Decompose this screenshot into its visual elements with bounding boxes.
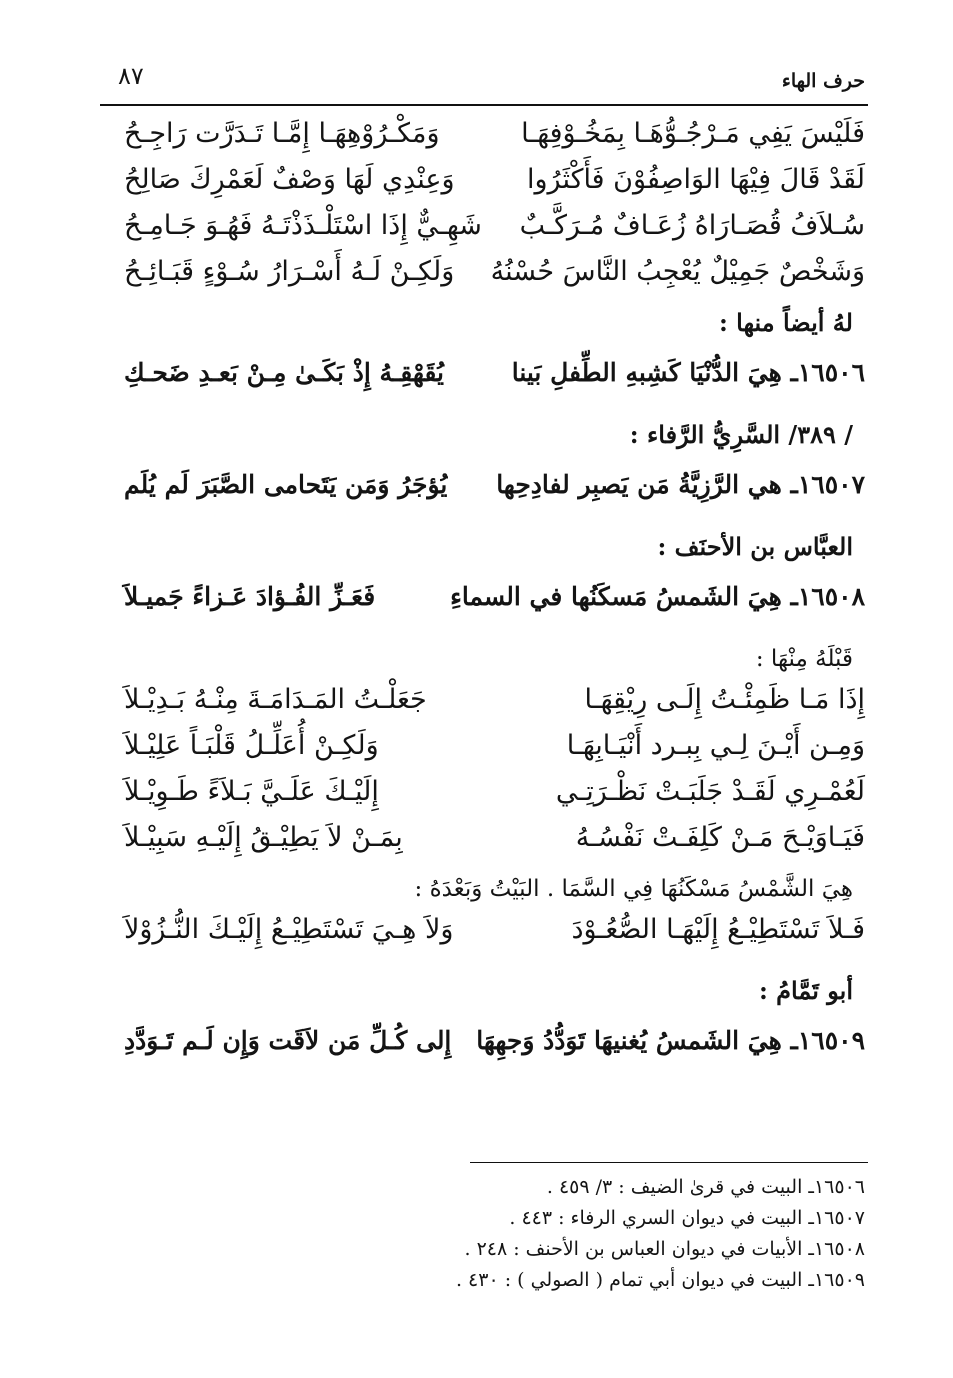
spacer (0, 404, 953, 414)
verse-first-hemistich: سُـلاَفُ قُصَـارَاهُ زُعَـافٌ مُـرَكَّـبٌ (519, 210, 865, 241)
verse-line (0, 210, 953, 256)
running-title: حرف الهاء (781, 70, 865, 92)
spacer (0, 516, 953, 526)
verse-first-hemistich: ١٦٥٠٦ـ هِيَ الدُّنْيَا كَشِبهِ الطِّفلِ بَينا (511, 358, 865, 387)
spacer (0, 1016, 953, 1026)
page-body (0, 118, 953, 1072)
numbered-verse-16506 (0, 358, 953, 404)
verse-second-hemistich: وَمَكْـرُوْهِهَـا إِمَّـا تَـدَرَّت رَاجِـحُ (124, 118, 440, 149)
verse-line (0, 256, 953, 302)
verse-line (0, 118, 953, 164)
verse-second-hemistich: وَلَكِـنْ لَـهُ أَسْـرَارُ سُـوْءٍ قَبَـائِـحُ (124, 256, 455, 287)
commentary-text: هِيَ الشَّمْسُ مَسْكَنُهَا فِي السَّمَا . البَيْتُ وَبَعْدَهُ : (414, 876, 853, 902)
verse-line (0, 914, 953, 960)
verse-line (0, 776, 953, 822)
before-it-note: قَبْلَهُ مِنْهَا : (755, 646, 853, 672)
verse-second-hemistich: إِلى كُـلِّ مَن لاَقَت وَإِن لَـم تَـوَدَّدِ (124, 1026, 452, 1055)
page-number: ٨٧ (118, 62, 144, 90)
verse-first-hemistich: ١٦٥٠٨ـ هِيَ الشَمسُ مَسكَنُها في السماءِ (450, 582, 865, 611)
footnote-rule (470, 1162, 868, 1163)
verse-second-hemistich: وَعِنْدِي لَهَا وَصْفٌ لَعَمْرِكَ صَالِحُ (124, 164, 455, 195)
verse-first-hemistich: وَمِـن أَيْـنَ لِـي بِبـرد أَنْيَـابِهَـا (566, 730, 865, 761)
numbered-verse-16508 (0, 582, 953, 628)
verse-second-hemistich: جَعَلْـتُ المَـدَامَـةَ مِنْـهُ بَـدِيْـلاَ (124, 684, 427, 715)
verse-line (0, 684, 953, 730)
verse-line (0, 822, 953, 868)
footnote: ١٦٥٠٨ـ الأبيات في ديوان العباس بن الأحنف : ٢٤٨ . (464, 1238, 865, 1260)
verse-first-hemistich: فَيَـاوَيْـحَ مَـنْ كَلِفَـتْ نَفْسُـهُ (575, 822, 865, 853)
sub-heading (0, 638, 953, 684)
verse-line (0, 164, 953, 210)
poet-heading: لهُ أيضاً منها : (718, 308, 853, 337)
spacer (0, 960, 953, 970)
spacer (0, 572, 953, 582)
verse-second-hemistich: وَلَكِـنْ أُعَلِّـلُ قَلْبَـاً عَلِيْـلاَ (124, 730, 379, 761)
commentary-line (0, 868, 953, 914)
section-heading (0, 414, 953, 460)
section-heading (0, 970, 953, 1016)
header-rule (100, 104, 868, 106)
spacer (0, 460, 953, 470)
footnote: ١٦٥٠٩ـ البيت في ديوان أبي تمام ( الصولي ) : ٤٣٠ . (455, 1269, 865, 1291)
verse-second-hemistich: بِمَـنْ لاَ يَطِيْـقُ إِلَيْـهِ سَبِيْـلاَ (124, 822, 403, 853)
verse-first-hemistich: لَعُمْـرِي لَقَـدْ جَلَبَـتْ نَظْـرَتِـي (555, 776, 865, 807)
verse-second-hemistich: وَلاَ هِـيَ تَسْتَطِيْـعُ إِلَيْـكَ النُّـزُوْلاَ (124, 914, 454, 945)
footnote: ١٦٥٠٧ـ البيت في ديوان السري الرفاء : ٤٤٣ . (509, 1207, 865, 1229)
section-heading (0, 302, 953, 348)
poet-heading: / ٣٨٩/ السَّرِيُّ الرَّفاء : (629, 420, 853, 449)
verse-first-hemistich: إِذَا مَـا ظَمِئْـتُ إِلَـى رِيْقِهَـا (584, 684, 865, 715)
numbered-verse-16509 (0, 1026, 953, 1072)
verse-second-hemistich: فَعَـزِّ الفُـؤادَ عَـزاءً جَميـلاَ (124, 582, 376, 611)
verse-first-hemistich: وَشَخْصٌ جَمِيْلٌ يُعْجِبُ النَّاسَ حُسْنُهُ (490, 256, 865, 287)
footnotes (456, 1176, 865, 1300)
poet-heading: العبَّاس بن الأحنَف : (657, 532, 853, 561)
section-heading (0, 526, 953, 572)
verse-first-hemistich: ١٦٥٠٩ـ هِيَ الشَمسُ يُغنيهَا تَوَدُّدُ وَجهِهَا (476, 1026, 865, 1055)
spacer (0, 348, 953, 358)
verse-first-hemistich: ١٦٥٠٧ـ هي الرَّزِيَّةُ مَن يَصبِر لفادِحِها (496, 470, 865, 499)
verse-first-hemistich: فَلَيْسَ يَفِي مَـرْجُـوُّهَـا بِمَخُـوْفِهَـا (521, 118, 865, 149)
verse-second-hemistich: يُؤجَرُ وَمَن يَتَحامى الصَّبَرَ لَم يُلَم (124, 470, 448, 499)
footnote: ١٦٥٠٦ـ البيت في قرىٰ الضيف : ٣/ ٤٥٩ . (546, 1176, 865, 1198)
verse-first-hemistich: فَـلاَ تَسْتَطِيْـعُ إِلَيْهَـا الصُّعُـوْدَ (571, 914, 865, 945)
spacer (0, 628, 953, 638)
numbered-verse-16507 (0, 470, 953, 516)
verse-second-hemistich: يُقَهْقِـهُ إِذْ بَكَـىٰ مِـنْ بَعـدِ ضَحـكِ (124, 358, 444, 387)
verse-line (0, 730, 953, 776)
verse-first-hemistich: لَقَدْ قَالَ فِيْهَا الوَاصِفُوْنَ فَأَكْثَرُوا (527, 164, 865, 195)
verse-second-hemistich: إِلَيْـكَ عَلَـيَّ بَـلاَءً طَـوِيْـلاَ (124, 776, 379, 807)
poet-heading: أبو تَمَّامُ : (758, 976, 853, 1005)
verse-second-hemistich: شَهِـيٌّ إِذَا اسْتَلْـذَذْتَـهُ فَهُـوَ جَـامِـحُ (124, 210, 482, 241)
